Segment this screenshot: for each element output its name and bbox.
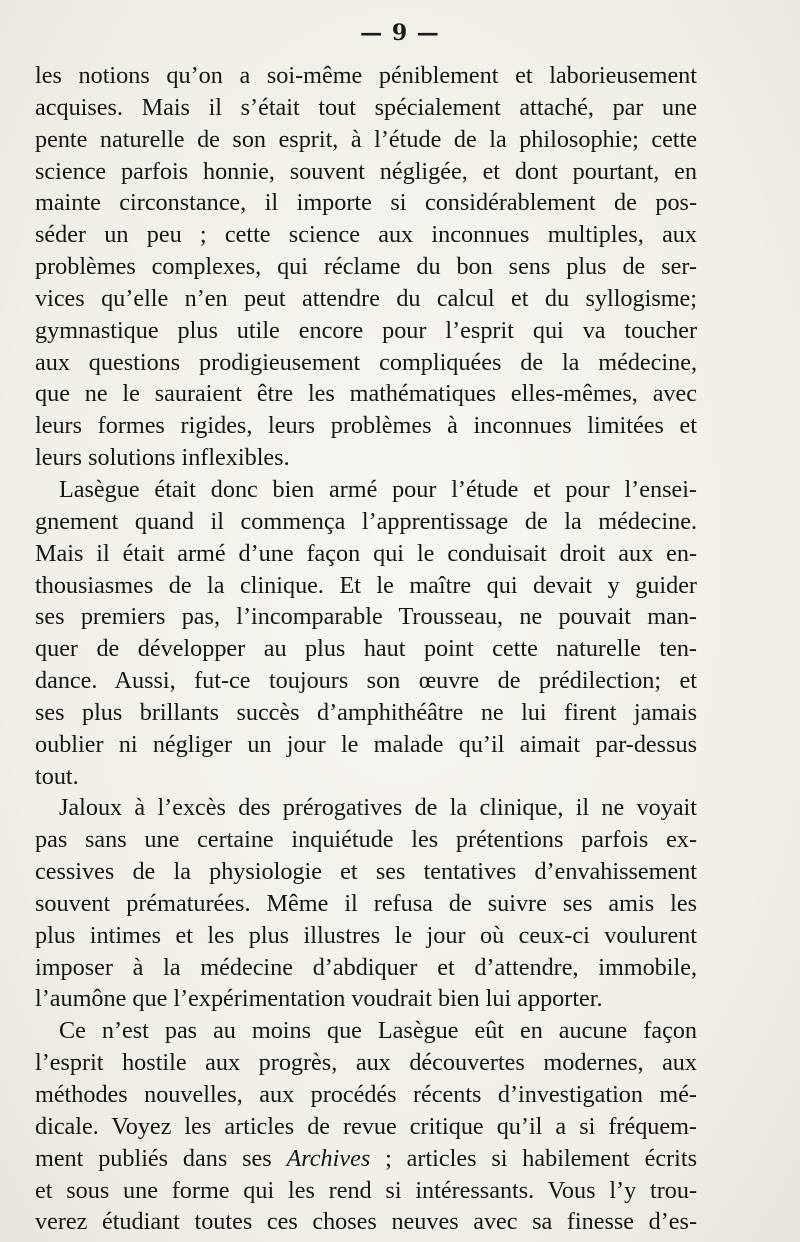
paragraph-1 [35, 60, 697, 474]
text-line: les notions qu’on a soi-même péniblement et laborieusement [35, 62, 697, 89]
text-segment: ; articles si habilement écrits [370, 1144, 697, 1172]
text-line: acquises. Mais il s’était tout spécialement attaché, par une [35, 93, 697, 121]
text-line: méthodes nouvelles, aux procédés récents d’investigation mé- [35, 1081, 697, 1108]
body-text [35, 60, 697, 1238]
text-line: dance. Aussi, fut-ce toujours son œuvre de prédilection; et [35, 667, 697, 695]
text-line: science parfois honnie, souvent négligée, et dont pourtant, en [35, 157, 697, 185]
journal-title-archives: Archives [286, 1144, 371, 1172]
text-line: Lasègue était donc bien armé pour l’étude et pour l’ensei- [59, 475, 697, 503]
text-line: Jaloux à l’excès des prérogatives de la clinique, il ne voyait [59, 794, 697, 822]
text-line: aux questions prodigieusement compliquées de la médecine, [35, 348, 697, 376]
text-line: Mais il était armé d’une façon qui le conduisait droit aux en- [35, 539, 697, 567]
text-line: thousiasmes de la clinique. Et le maître qui devait y guider [35, 571, 697, 599]
text-line: leurs solutions inflexibles. [35, 444, 290, 472]
text-line: oublier ni négliger un jour le malade qu’il aimait par-dessus [35, 730, 697, 758]
text-line: que ne le sauraient être les mathématiques elles-mêmes, avec [35, 380, 697, 408]
text-line: quer de développer au plus haut point cette naturelle ten- [35, 635, 697, 663]
text-line: pente naturelle de son esprit, à l’étude de la philosophie; cette [35, 125, 697, 153]
text-line: gymnastique plus utile encore pour l’esprit qui va toucher [35, 316, 697, 344]
text-line: et sous une forme qui les rend si intéressants. Vous l’y trou- [35, 1176, 697, 1204]
text-line: l’aumône que l’expérimentation voudrait bien lui apporter. [35, 985, 603, 1013]
text-line: tout. [35, 762, 79, 790]
text-line: Ce n’est pas au moins que Lasègue eût en aucune façon [59, 1017, 697, 1045]
paragraph-4 [35, 1015, 697, 1238]
text-line: ses premiers pas, l’incomparable Trousseau, ne pouvait man- [35, 603, 697, 631]
text-line: ses plus brillants succès d’amphithéâtre ne lui firent jamais [35, 698, 697, 726]
text-line: vices qu’elle n’en peut attendre du calcul et du syllogisme; [35, 284, 697, 312]
text-line: souvent prématurées. Même il refusa de suivre ses amis les [35, 889, 697, 917]
text-line: cessives de la physiologie et ses tentatives d’envahissement [35, 858, 697, 886]
text-line: verez étudiant toutes ces choses neuves avec sa finesse d’es- [35, 1208, 697, 1236]
text-line: dicale. Voyez les articles de revue critique qu’il a si fréquem- [35, 1112, 697, 1140]
page-number: — 9 — [360, 20, 440, 46]
text-line: gnement quand il commença l’apprentissage de la médecine. [35, 507, 697, 535]
text-line: problèmes complexes, qui réclame du bon sens plus de ser- [35, 253, 697, 281]
text-segment: ment publiés dans ses [35, 1144, 287, 1172]
text-line: l’esprit hostile aux progrès, aux découvertes modernes, aux [35, 1049, 697, 1077]
text-line-with-italic [35, 1143, 697, 1175]
paragraph-3 [35, 792, 697, 1015]
text-line: pas sans une certaine inquiétude les prétentions parfois ex- [35, 826, 697, 854]
text-line: mainte circonstance, il importe si considérablement de pos- [35, 189, 697, 217]
text-line: leurs formes rigides, leurs problèmes à inconnues limitées et [35, 412, 697, 440]
text-line: imposer à la médecine d’abdiquer et d’attendre, immobile, [35, 953, 697, 981]
text-line: séder un peu ; cette science aux inconnues multiples, aux [35, 221, 697, 249]
paragraph-2 [35, 474, 697, 792]
text-line: plus intimes et les plus illustres le jour où ceux-ci voulurent [35, 921, 697, 949]
